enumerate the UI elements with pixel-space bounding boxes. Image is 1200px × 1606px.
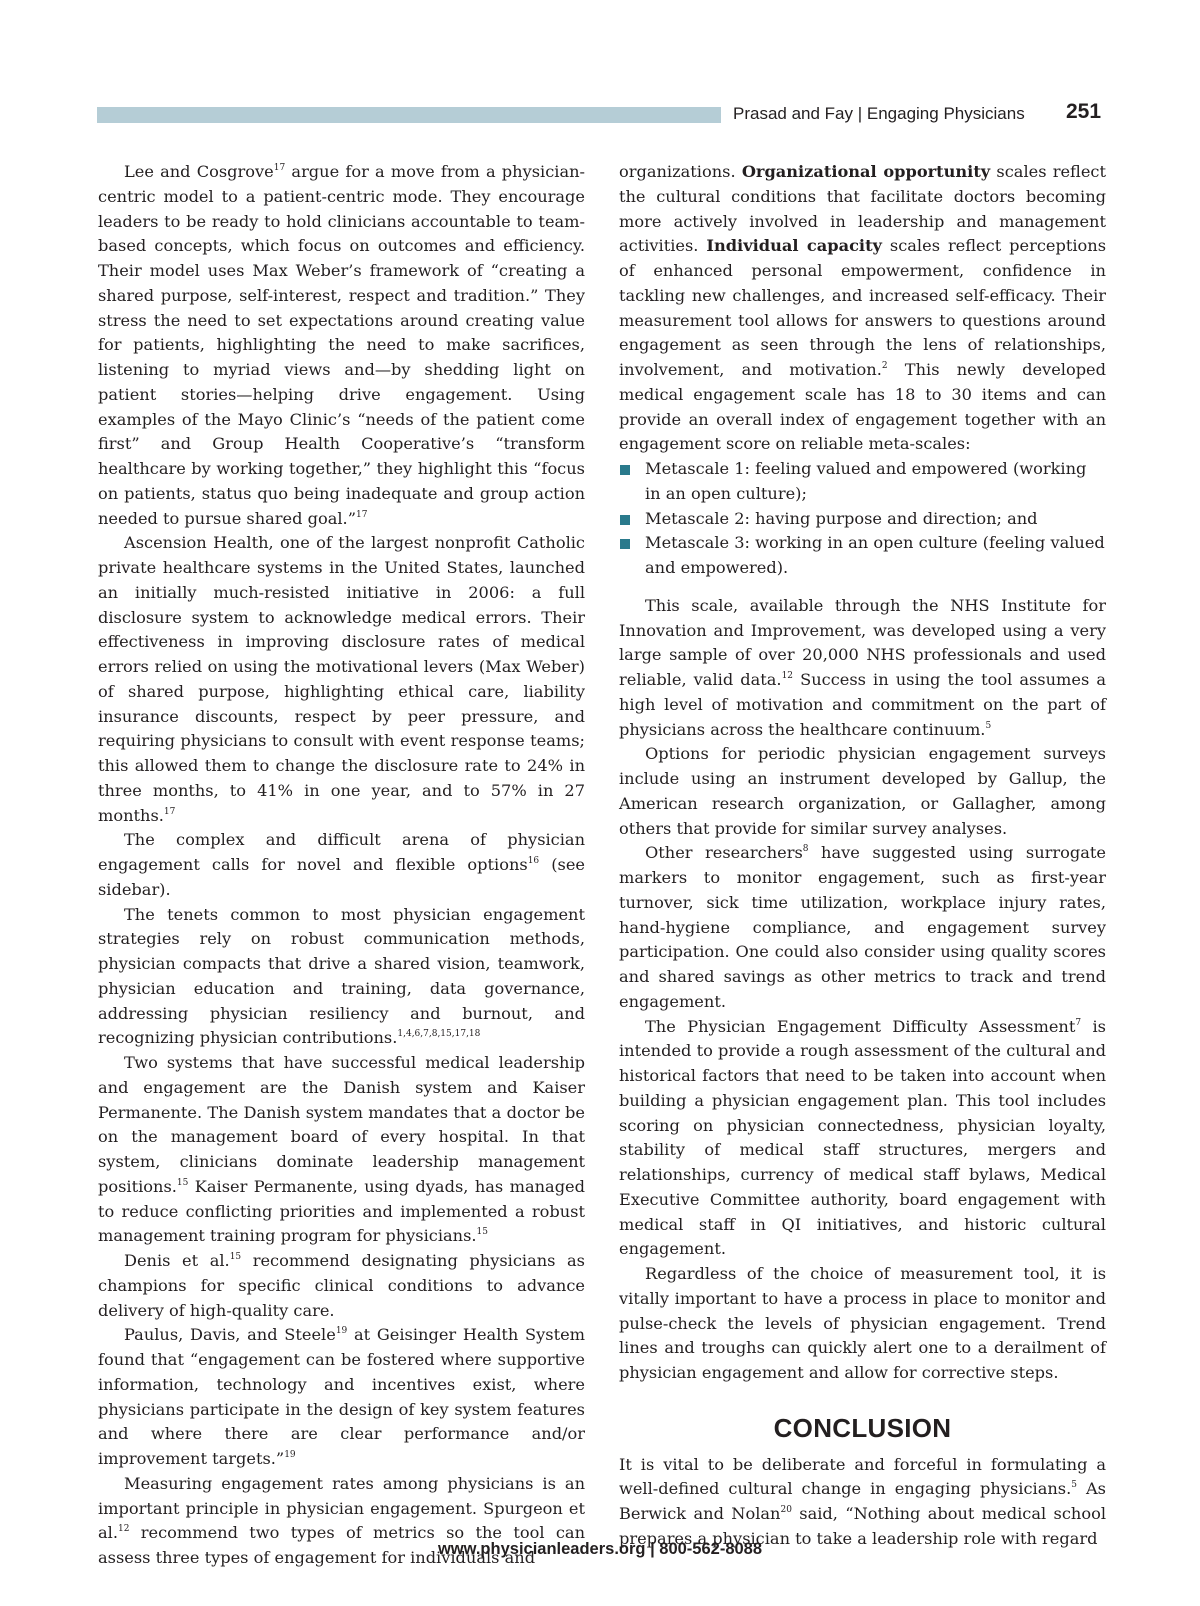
reference-superscript: 1,4,6,7,8,15,17,18 xyxy=(397,1029,481,1040)
right-column xyxy=(619,160,1106,1552)
reference-superscript: 19 xyxy=(284,1450,296,1460)
reference-superscript: 17 xyxy=(355,509,368,520)
paragraph: organizations. Organizational opportunity scales reflect the cultural conditions that facilitate doctors becoming more actively involved in leadership and management activities. Individual capacity scales reflect perceptions of enhanced personal empowerment, confidence in tackling new challenges, and increased self-efficacy. Their measurement tool allows for answers to questions around engagement as seen through the lens of relationships, involvement, and motivation.$^2$ This newly developed medical engagement scale has 18 to 30 items and can provide an overall index of engagement together with an engagement score on reliable meta-scales: xyxy=(619,162,1106,454)
reference-superscript: 16 xyxy=(527,856,540,866)
paragraph: It is vital to be deliberate and forceful in formulating a well-defined cultural change in engaging physicians.$^5$ As Berwick and Nolan$^{20}$ said, “Nothing about medical school prepares a physician to take a leadership role with regard xyxy=(619,1454,1106,1548)
reference-superscript: 15 xyxy=(229,1252,242,1262)
reference-superscript: 20 xyxy=(780,1505,792,1515)
reference-superscript: 7 xyxy=(1075,1017,1082,1028)
metascale-list xyxy=(619,457,1106,581)
paragraph: Ascension Health, one of the largest nonprofit Catholic private healthcare systems in the United States, launched an initially much-resisted initiative in 2006: a full disclosure system to acknowledge medical errors. Their effectiveness in improving disclosure rates of medical errors relied on using the motivational levers (Max Weber) of shared purpose, highlighting ethical care, liability insurance discounts, respect by peer pressure, and requiring physicians to consult with event response teams; this allowed them to change the disclosure rate to 24% in three months, to 41% in one year, and to 57% in 27 months.$^{17}$ xyxy=(98,533,585,825)
reference-superscript: 8 xyxy=(802,844,809,855)
paragraph: Paulus, Davis, and Steele$^{19}$ at Geisinger Health System found that “engagement can be fostered where supportive information, technology and incentives exist, where physicians participate in the design of key system features and where there are clear performance and/or improvement targets.”$^{19}$ xyxy=(98,1325,585,1468)
bold-term: Individual capacity xyxy=(706,236,882,256)
reference-superscript: 17 xyxy=(273,163,286,173)
reference-superscript: 12 xyxy=(781,671,794,681)
paragraph: Two systems that have successful medical leadership and engagement are the Danish system and Kaiser Permanente. The Danish system mandates that a doctor be on the management board of every hospital. In that system, clinicians dominate leadership management positions.$^{15}$ Kaiser Permanente, using dyads, has managed to reduce conflicting priorities and implemented a robust management training program for physicians.$^{15}$ xyxy=(98,1053,585,1246)
square-bullet-icon xyxy=(620,465,630,475)
reference-superscript: 17 xyxy=(163,806,176,817)
paragraph: Lee and Cosgrove$^{17}$ argue for a move from a physician-centric model to a patient-centric mode. They encourage leaders to be ready to hold clinicians accountable to team-based concepts, which focus on outcomes and efficiency. Their model uses Max Weber’s framework of “creating a shared purpose, self-interest, respect and tradition.” They stress the need to set expectations around creating value for patients, highlighting the need to make sacrifices, listening to myriad views and—by shedding light on patient stories—helping drive engagement. Using examples of the Mayo Clinic’s “needs of the patient come first” and Group Health Cooperative’s “transform healthcare by working together,” they highlight this “focus on patients, status quo being inadequate and group action needed to pursue shared goal.”$^{17}$ xyxy=(98,162,585,528)
paragraph: The Physician Engagement Difficulty Assessment$^7$ is intended to provide a rough assessment of the cultural and historical factors that need to be taken into account when building a physician engagement plan. This tool includes scoring on physician connectedness, physician loyalty, stability of medical staff structures, mergers and relationships, currency of medical staff bylaws, Medical Executive Committee authority, board engagement with medical staff in QI initiatives, and historic cultural engagement. xyxy=(619,1016,1106,1259)
square-bullet-icon xyxy=(620,515,630,525)
list-item: Metascale 1: feeling valued and empowered (working in an open culture); xyxy=(619,457,1106,507)
page-number: 251 xyxy=(1066,100,1102,123)
reference-superscript: 15 xyxy=(176,1177,189,1188)
reference-superscript: 5 xyxy=(1071,1480,1077,1491)
list-item: Metascale 2: having purpose and direction; and xyxy=(619,507,1106,532)
reference-superscript: 2 xyxy=(881,361,888,371)
paragraph: The tenets common to most physician engagement strategies rely on robust communication methods, physician compacts that drive a shared vision, teamwork, physician education and training, data governance, addressing physician resiliency and burnout, and recognizing physician contributions.$^{1,4,6,7,8,15,17,18}$ xyxy=(98,904,585,1048)
paragraph: This scale, available through the NHS Institute for Innovation and Improvement, was developed using a very large sample of over 20,000 NHS professionals and used reliable, valid data.$^{12}$ Success in using the tool assumes a high level of motivation and commitment on the part of physicians across the healthcare continuum.$^5$ xyxy=(619,595,1106,739)
reference-superscript: 12 xyxy=(117,1524,130,1535)
list-item: Metascale 3: working in an open culture (feeling valued and empowered). xyxy=(619,531,1106,581)
header-rule-bar xyxy=(97,107,721,123)
paragraph: Measuring engagement rates among physicians is an important principle in physician engagement. Spurgeon et al.$^{12}$ recommend two types of metrics so the tool can assess three types of engagement for individuals and xyxy=(98,1473,585,1567)
reference-superscript: 15 xyxy=(476,1227,488,1238)
section-heading: CONCLUSION xyxy=(773,1412,952,1443)
paragraph: Other researchers$^8$ have suggested using surrogate markers to monitor engagement, such as first-year turnover, sick time utilization, workplace injury rates, hand-hygiene compliance, and engagement survey participation. One could also consider using quality scores and shared savings as other metrics to track and trend engagement. xyxy=(619,843,1106,1011)
paragraph: Denis et al.$^{15}$ recommend designating physicians as champions for specific clinical conditions to advance delivery of high-quality care. xyxy=(98,1251,585,1320)
bold-term: Organizational opportunity xyxy=(741,162,991,181)
paragraph: Options for periodic physician engagement surveys include using an instrument developed by Gallup, the American research organization, or Gallagher, among others that provide for similar survey analyses. xyxy=(619,744,1106,838)
page-footer: www.physicianleaders.org | 800-562-8088 xyxy=(437,1540,763,1558)
paragraph: The complex and difficult arena of physician engagement calls for novel and flexible options$^{16}$ (see sidebar). xyxy=(98,830,585,899)
reference-superscript: 19 xyxy=(335,1326,348,1337)
reference-superscript: 5 xyxy=(985,720,992,731)
paragraph: Regardless of the choice of measurement tool, it is vitally important to have a process in place to monitor and pulse-check the levels of physician engagement. Trend lines and troughs can quickly alert one to a derailment of physician engagement and allow for corrective steps. xyxy=(619,1264,1106,1382)
square-bullet-icon xyxy=(620,539,630,549)
running-title: Prasad and Fay | Engaging Physicians xyxy=(733,104,1025,123)
left-column xyxy=(98,160,585,1571)
